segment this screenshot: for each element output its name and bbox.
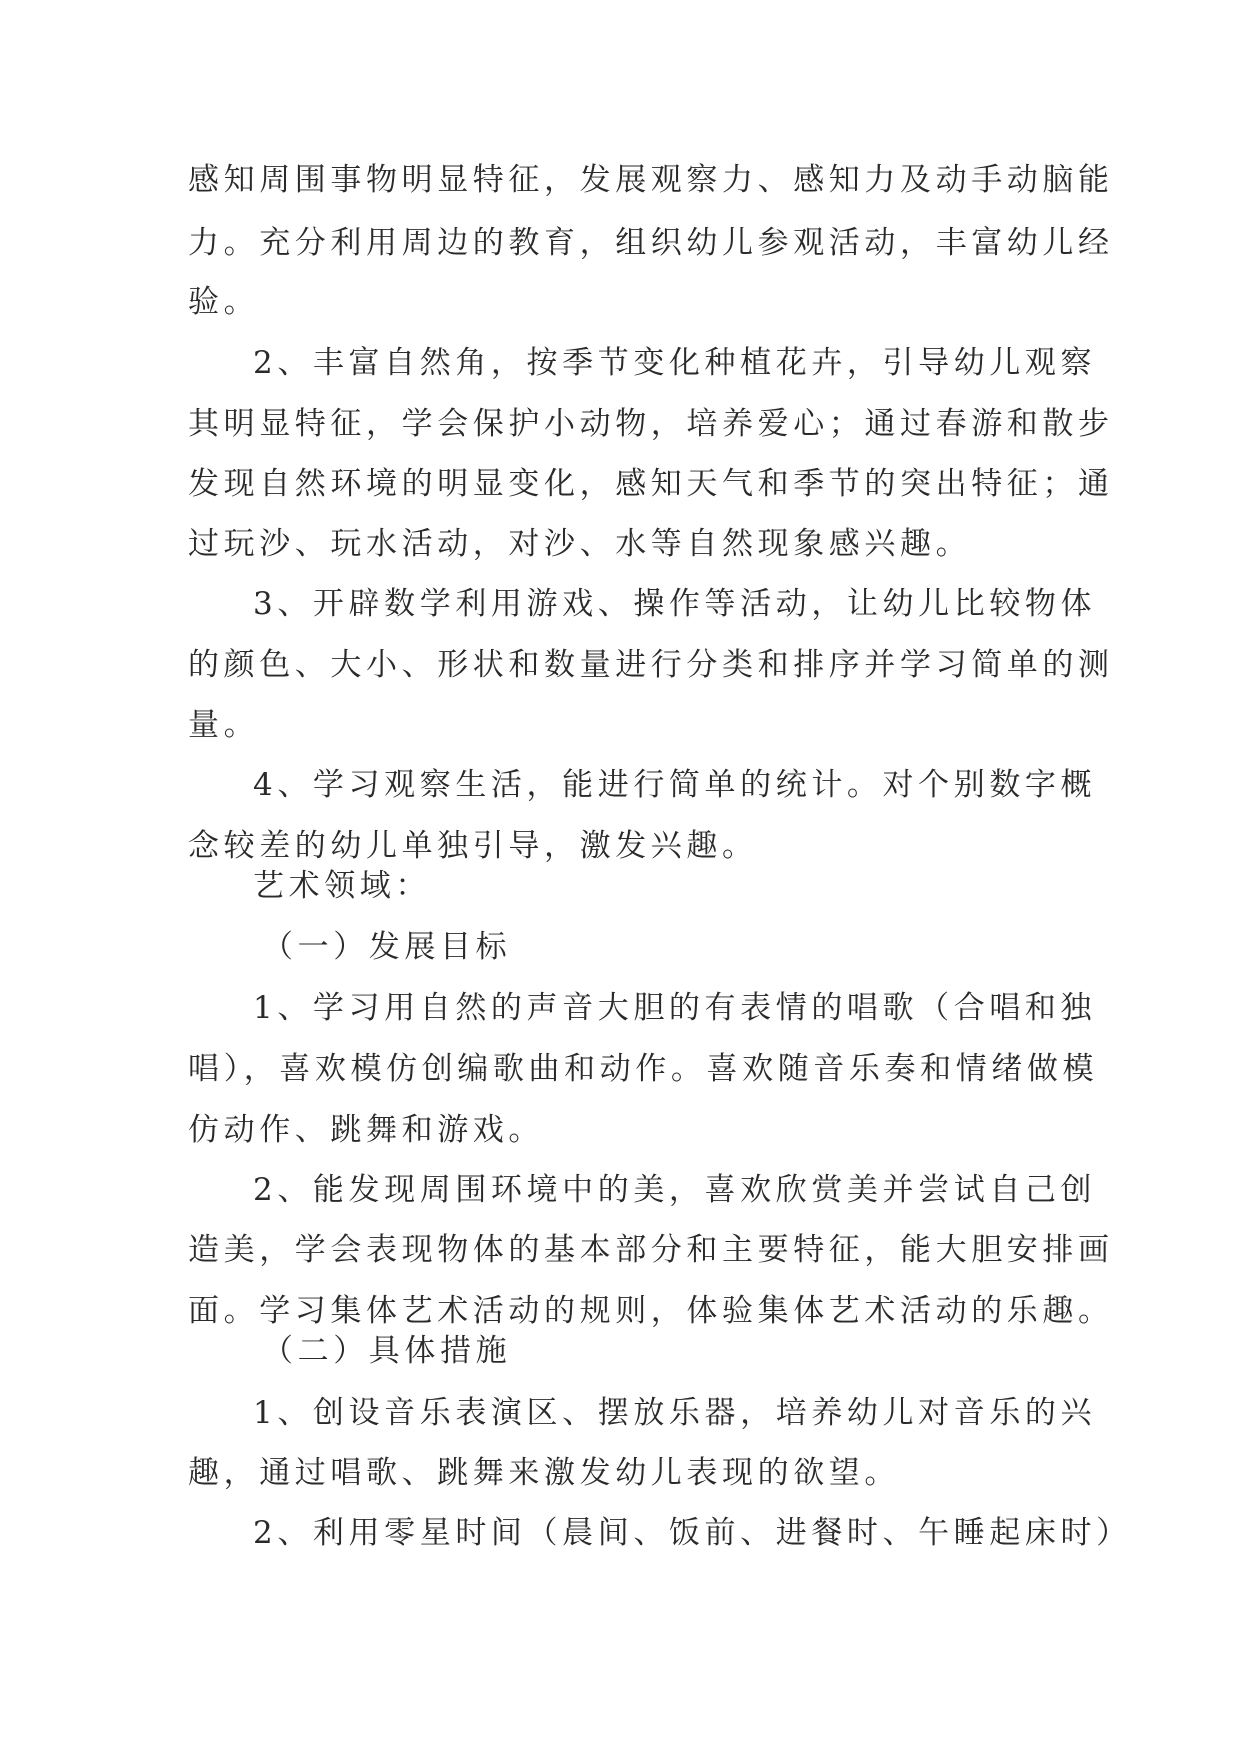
paragraph-line: 感知周围事物明显特征，发展观察力、感知力及动手动脑能 <box>188 162 1114 198</box>
paragraph-line: 2、能发现周围环境中的美，喜欢欣赏美并尝试自己创 <box>253 1172 1097 1208</box>
section-heading: 艺术领域： <box>253 868 431 904</box>
paragraph-line: 唱），喜欢模仿创编歌曲和动作。喜欢随音乐奏和情绪做模 <box>188 1051 1099 1087</box>
paragraph-line: 趣，通过唱歌、跳舞来激发幼儿表现的欲望。 <box>188 1455 900 1491</box>
paragraph-line: 3、开辟数学利用游戏、操作等活动，让幼儿比较物体 <box>253 586 1097 622</box>
paragraph-line: 2、丰富自然角，按季节变化种植花卉，引导幼儿观察 <box>253 345 1097 381</box>
paragraph-line: 4、学习观察生活，能进行简单的统计。对个别数字概 <box>253 767 1097 803</box>
paragraph-line: 过玩沙、玩水活动，对沙、水等自然现象感兴趣。 <box>188 526 972 562</box>
paragraph-line: 力。充分利用周边的教育，组织幼儿参观活动，丰富幼儿经 <box>188 225 1114 261</box>
paragraph-line: 其明显特征，学会保护小动物，培养爱心；通过春游和散步 <box>188 406 1114 442</box>
paragraph-line: 念较差的幼儿单独引导，激发兴趣。 <box>188 828 758 864</box>
paragraph-line: 1、创设音乐表演区、摆放乐器，培养幼儿对音乐的兴 <box>253 1395 1097 1431</box>
paragraph-line: 面。学习集体艺术活动的规则，体验集体艺术活动的乐趣。 <box>188 1293 1114 1329</box>
paragraph-line: 的颜色、大小、形状和数量进行分类和排序并学习简单的测 <box>188 647 1114 683</box>
paragraph-line: 1、学习用自然的声音大胆的有表情的唱歌（合唱和独 <box>253 990 1097 1026</box>
paragraph-line: 发现自然环境的明显变化，感知天气和季节的突出特征；通 <box>188 466 1114 502</box>
paragraph-line: 量。 <box>188 707 260 743</box>
subsection-heading: （一）发展目标 <box>262 929 512 965</box>
paragraph-line: 仿动作、跳舞和游戏。 <box>188 1112 544 1148</box>
paragraph-line: 验。 <box>188 284 260 320</box>
paragraph-line: 2、利用零星时间（晨间、饭前、进餐时、午睡起床时） <box>253 1515 1132 1551</box>
paragraph-line: 造美，学会表现物体的基本部分和主要特征，能大胆安排画 <box>188 1232 1114 1268</box>
subsection-heading: （二）具体措施 <box>262 1333 512 1369</box>
